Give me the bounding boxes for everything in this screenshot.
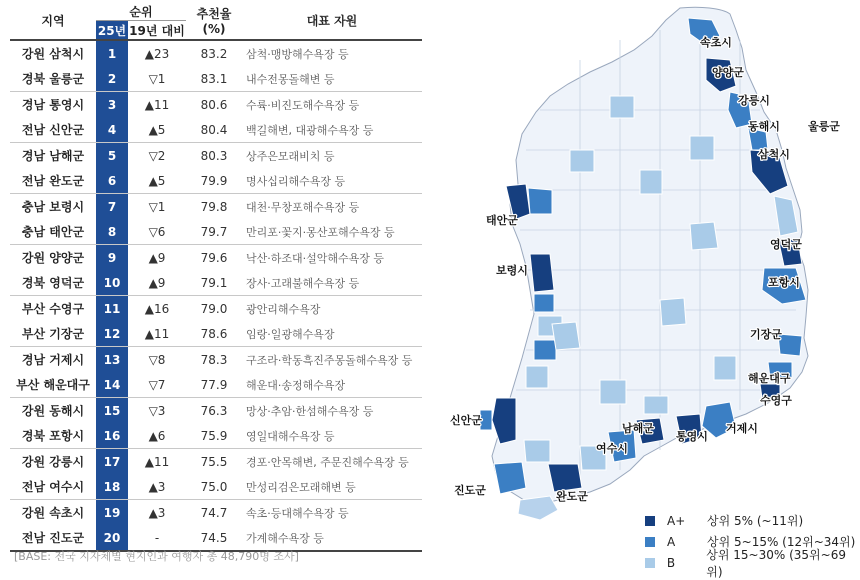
ranking-table-container [10,2,422,552]
rank-cell: 15 [96,398,128,424]
resource-cell: 임랑·일광해수욕장 [242,321,422,347]
rate-cell: 79.1 [186,270,242,296]
resource-cell: 영일대해수욕장 등 [242,423,422,449]
resource-cell: 삼척·맹방해수욕장 등 [246,47,349,61]
resource-cell: 속초·등대해수욕장 등 [246,506,349,520]
resource-cell: 해운대·송정해수욕장 [242,372,422,398]
table-row [10,143,422,169]
rank-cell: 9 [96,245,128,271]
table-row [10,398,422,424]
rate-cell: 79.6 [200,250,228,265]
rank-cell: 1 [96,40,128,66]
region-inner2 [640,170,662,194]
region-cell: 전남 완도군 [10,168,96,194]
region-inner9 [570,150,594,172]
header-rank-25: 25년 [96,21,128,41]
table-row [10,219,422,245]
change-cell: ▽6 [128,219,186,245]
map-label: 해운대구 [748,372,791,385]
region-jindo [494,462,526,494]
region-cell: 강원 강릉시 [21,455,85,469]
region-cell: 경남 남해군 [21,149,85,163]
change-cell: ▽2 [148,148,166,163]
legend-grade: A [667,534,676,549]
rate-cell: 75.0 [186,474,242,500]
change-cell: ▽3 [148,403,166,418]
resource-cell: 구조라·학동흑진주몽돌해수욕장 등 [246,353,413,367]
rank-cell: 5 [96,143,128,169]
region-inner7 [610,96,634,118]
legend-item [645,510,860,531]
rate-cell: 79.8 [200,199,228,214]
rate-cell: 83.1 [186,66,242,92]
rank-cell: 11 [96,296,128,322]
header-rank-change: 19년 대비 [128,21,186,41]
rank-cell: 17 [96,449,128,475]
table-row [10,423,422,449]
jeju-like-island [518,496,558,520]
change-cell: ▲3 [148,505,166,520]
map-legend [645,510,860,579]
region-yeonggwang [526,366,548,388]
rate-cell: 78.6 [186,321,242,347]
change-cell: ▽8 [148,352,166,367]
ranking-table [10,2,422,552]
rank-cell: 6 [96,168,128,194]
resource-cell: 망상·추암·한섬해수욕장 등 [246,404,374,418]
rate-cell: 75.5 [200,454,228,469]
map-label: 통영시 [676,430,708,443]
table-row [10,500,422,526]
region-seosan [528,188,552,214]
rank-cell: 14 [96,372,128,398]
table-row [10,92,422,118]
change-cell: ▲11 [144,97,170,112]
region-wando [548,464,582,492]
table-row [10,321,422,347]
ranking-table-body [10,40,422,551]
rate-cell: 76.3 [200,403,228,418]
resource-cell: 경포·안목해변, 주문진해수욕장 등 [246,455,409,469]
resource-cell: 수륙·비진도해수욕장 등 [246,98,360,112]
change-cell: ▲6 [128,423,186,449]
resource-cell: 내수전몽돌해변 등 [242,66,422,92]
region-boryeong [530,254,554,292]
table-row [10,40,422,66]
rank-cell: 4 [96,117,128,143]
region-cell: 전남 신안군 [10,117,96,143]
table-row [10,66,422,92]
legend-swatch [645,516,655,526]
rank-cell: 10 [96,270,128,296]
region-inner1 [552,322,580,350]
change-cell: ▲3 [128,474,186,500]
legend-desc: 상위 5% (~11위) [707,514,804,528]
region-cell: 경남 거제시 [21,353,85,367]
change-cell: ▲9 [148,250,166,265]
rate-cell: 74.7 [200,505,228,520]
region-inner10 [644,396,668,414]
resource-cell: 대천·무창포해수욕장 등 [246,200,360,214]
header-rate: 추천율 (%) [186,2,242,40]
region-inner8 [690,136,714,160]
rank-cell: 20 [96,525,128,551]
map-label: 보령시 [496,264,528,277]
change-cell: ▲11 [128,321,186,347]
region-cell: 강원 양양군 [21,251,85,265]
legend-swatch [645,537,655,547]
map-label: 강릉시 [738,94,770,107]
rate-cell: 75.9 [186,423,242,449]
region-haenam [524,440,550,462]
region-inner5 [714,356,736,380]
region-cell: 강원 속초시 [21,506,85,520]
region-cell: 경남 통영시 [21,98,85,112]
region-buan [534,340,556,360]
rank-cell: 3 [96,92,128,118]
map-label: 거제시 [726,422,758,435]
region-cell: 경북 영덕군 [10,270,96,296]
region-inner3 [690,222,718,250]
change-cell: - [128,525,186,551]
map-label: 수영구 [760,394,792,407]
korea-map [430,0,860,574]
base-note: [BASE: 전국 지자체별 현지인과 여행자 총 48,790명 조사] [14,550,299,563]
table-row [10,270,422,296]
rank-cell: 7 [96,194,128,220]
region-cell: 충남 태안군 [10,219,96,245]
map-label: 속초시 [700,36,732,49]
legend-grade: B [666,555,676,570]
table-row [10,347,422,373]
table-row [10,296,422,322]
rate-cell: 79.9 [186,168,242,194]
legend-desc: 상위 5~15% (12위~34위) [707,535,856,549]
rate-cell: 79.0 [200,301,228,316]
map-label: 울릉군 [808,120,840,133]
resource-cell: 상주은모래비치 등 [246,149,335,163]
change-cell: ▲9 [128,270,186,296]
map-label: 양양군 [712,66,744,79]
region-inner4 [660,298,686,326]
map-label: 태안군 [486,214,518,227]
rank-cell: 12 [96,321,128,347]
change-cell: ▲5 [128,117,186,143]
region-cell: 강원 동해시 [21,404,85,418]
region-cell: 전남 여수시 [10,474,96,500]
rate-cell: 80.3 [200,148,228,163]
legend-swatch [645,558,655,568]
rate-cell: 79.7 [186,219,242,245]
map-label: 동해시 [748,120,780,133]
resource-cell: 장사·고래불해수욕장 등 [242,270,422,296]
map-label: 완도군 [556,490,588,503]
change-cell: ▽1 [128,66,186,92]
table-row [10,194,422,220]
region-cell: 부산 기장군 [10,321,96,347]
region-cell: 부산 수영구 [21,302,85,316]
map-label: 영덕군 [770,238,802,251]
header-rank: 순위 [96,2,186,21]
resource-cell: 광안리해수욕장 [246,302,321,316]
legend-desc: 상위 15~30% (35위~69위) [706,547,846,579]
header-region: 지역 [10,2,96,40]
region-inner6 [600,380,626,404]
change-cell: ▽7 [128,372,186,398]
map-label: 삼척시 [758,148,790,161]
rank-cell: 16 [96,423,128,449]
change-cell: ▲11 [144,454,170,469]
resource-cell: 만성리검은모래해변 등 [242,474,422,500]
change-cell: ▲16 [144,301,170,316]
region-cell: 충남 보령시 [21,200,85,214]
rank-cell: 2 [96,66,128,92]
region-sinan [492,398,516,444]
table-row [10,245,422,271]
map-label: 여수시 [596,442,628,455]
map-label: 포항시 [768,276,800,289]
rate-cell: 80.6 [200,97,228,112]
resource-cell: 백길해변, 대광해수욕장 등 [242,117,422,143]
table-row [10,372,422,398]
resource-cell: 가계해수욕장 등 [242,525,422,551]
change-cell: ▲5 [128,168,186,194]
table-row [10,117,422,143]
region-cell: 경북 포항시 [10,423,96,449]
region-cell: 전남 진도군 [10,525,96,551]
rate-cell: 74.5 [186,525,242,551]
rate-cell: 78.3 [200,352,228,367]
region-cell: 경북 울릉군 [10,66,96,92]
map-label: 진도군 [454,484,486,497]
change-cell: ▽1 [148,199,166,214]
table-row [10,168,422,194]
legend-grade: A+ [667,513,686,528]
rank-cell: 18 [96,474,128,500]
map-label: 남해군 [622,422,654,435]
table-row [10,449,422,475]
rate-cell: 80.4 [186,117,242,143]
region-seocheon [534,294,554,312]
table-row [10,474,422,500]
header-resource: 대표 자원 [242,2,422,40]
region-cell: 강원 삼척시 [21,47,85,61]
legend-item [645,547,860,579]
resource-cell: 낙산·하조대·설악해수욕장 등 [246,251,385,265]
rank-cell: 19 [96,500,128,526]
resource-cell: 명사십리해수욕장 등 [242,168,422,194]
map-label: 기장군 [750,328,782,341]
region-cell: 부산 해운대구 [10,372,96,398]
change-cell: ▲23 [144,46,170,61]
map-label: 신안군 [450,414,482,427]
rank-cell: 8 [96,219,128,245]
rate-cell: 83.2 [200,46,228,61]
resource-cell: 만리포·꽃지·몽산포해수욕장 등 [242,219,422,245]
rate-cell: 77.9 [186,372,242,398]
rank-cell: 13 [96,347,128,373]
